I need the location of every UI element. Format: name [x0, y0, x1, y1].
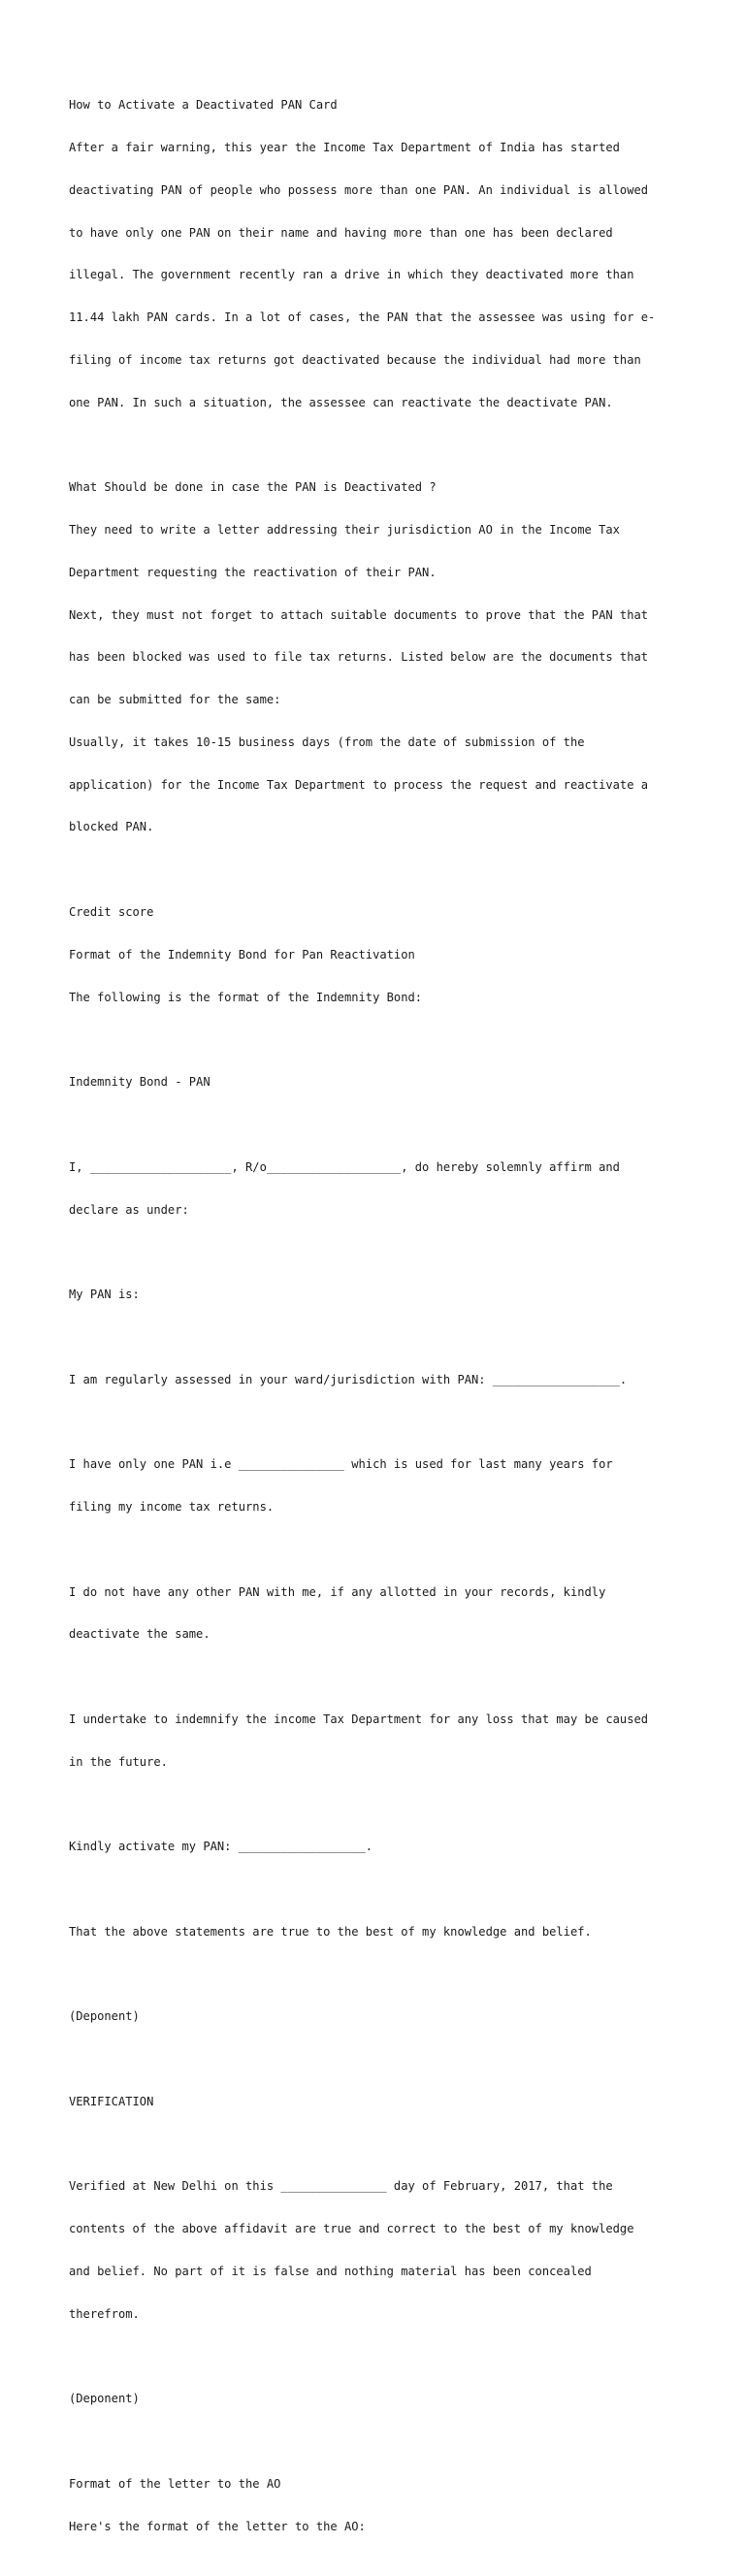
- text-line: therefrom.: [69, 2306, 140, 2321]
- text-line: Here's the format of the letter to the AO:: [69, 2519, 366, 2533]
- text-line: in the future.: [69, 1754, 168, 1769]
- one-pan-paragraph: [69, 1429, 690, 1543]
- deponent-label: [69, 2364, 690, 2434]
- text-line: illegal. The government recently ran a drive in which they deactivated more than: [69, 268, 634, 282]
- text-line: (Deponent): [69, 2009, 140, 2024]
- text-line: has been blocked was used to file tax returns. Listed below are the documents that: [69, 650, 649, 665]
- verification-heading: [69, 2067, 690, 2137]
- bond-title-paragraph: [69, 1047, 690, 1118]
- no-other-pan-paragraph: [69, 1556, 690, 1670]
- deponent-label: [69, 1981, 690, 2052]
- text-line: blocked PAN.: [69, 820, 154, 834]
- text-line: Verified at New Delhi on this _______________ day of February, 2017, that the: [69, 2179, 613, 2194]
- deactivated-steps-paragraph: [69, 452, 690, 863]
- text-line: Usually, it takes 10-15 business days (from the date of submission of the: [69, 734, 585, 749]
- text-line: to have only one PAN on their name and having more than one has been declared: [69, 225, 613, 240]
- text-line: Kindly activate my PAN: __________________.: [69, 1840, 373, 1854]
- text-line: The following is the format of the Indemnity Bond:: [69, 990, 423, 1004]
- text-line: (Deponent): [69, 2392, 140, 2406]
- verification-paragraph: [69, 2151, 690, 2349]
- text-line: I have only one PAN i.e _______________ which is used for last many years for: [69, 1457, 613, 1472]
- text-line: deactivate the same.: [69, 1627, 211, 1642]
- text-line: filing of income tax returns got deactivated because the individual had more than: [69, 352, 641, 367]
- section-heading: Format of the Indemnity Bond for Pan Reactivation: [69, 947, 415, 962]
- text-line: Next, they must not forget to attach suitable documents to prove that the PAN that: [69, 607, 649, 622]
- text-line: can be submitted for the same:: [69, 693, 281, 707]
- text-line: 11.44 lakh PAN cards. In a lot of cases, the PAN that the assessee was using for e-: [69, 310, 656, 325]
- text-line: That the above statements are true to the best of my knowledge and belief.: [69, 1924, 592, 1939]
- text-line: and belief. No part of it is false and nothing material has been concealed: [69, 2265, 592, 2279]
- text-line: They need to write a letter addressing their jurisdiction AO in the Income Tax: [69, 523, 620, 537]
- text-line: I undertake to indemnify the income Tax Department for any loss that may be caused: [69, 1712, 649, 1726]
- statement-true-paragraph: [69, 1897, 690, 1968]
- text-line: I am regularly assessed in your ward/jurisdiction with PAN: __________________.: [69, 1372, 628, 1386]
- intro-paragraph: [69, 70, 690, 438]
- text-line: VERIFICATION: [69, 2094, 154, 2108]
- text-line: filing my income tax returns.: [69, 1499, 275, 1514]
- bond-title: Indemnity Bond - PAN: [69, 1075, 211, 1090]
- indemnify-paragraph: [69, 1684, 690, 1798]
- text-line: Department requesting the reactivation of their PAN.: [69, 565, 437, 579]
- my-pan-paragraph: [69, 1259, 690, 1330]
- text-line: After a fair warning, this year the Income Tax Department of India has started: [69, 140, 620, 154]
- section-heading: What Should be done in case the PAN is Deactivated ?: [69, 480, 437, 495]
- indemnity-format-paragraph: [69, 877, 690, 1033]
- section-heading: Format of the letter to the AO: [69, 2476, 281, 2491]
- activate-request-paragraph: [69, 1811, 690, 1882]
- assessed-paragraph: [69, 1344, 690, 1415]
- document-body: [69, 70, 690, 2576]
- text-line: I, ____________________, R/o___________________, do hereby solemnly affirm and: [69, 1159, 620, 1174]
- text-line: declare as under:: [69, 1202, 189, 1217]
- text-line: application) for the Income Tax Department to process the request and reactivate a: [69, 777, 649, 792]
- text-line: one PAN. In such a situation, the assessee can reactivate the deactivate PAN.: [69, 395, 613, 409]
- text-line: My PAN is:: [69, 1288, 140, 1302]
- text-line: Credit score: [69, 905, 154, 920]
- text-line: I do not have any other PAN with me, if any allotted in your records, kindly: [69, 1584, 606, 1599]
- text-line: contents of the above affidavit are true and correct to the best of my knowledge: [69, 2222, 634, 2236]
- letter-format-paragraph: [69, 2449, 690, 2562]
- document-title: How to Activate a Deactivated PAN Card: [69, 98, 338, 113]
- text-line: deactivating PAN of people who possess more than one PAN. An individual is allowed: [69, 182, 649, 197]
- affirmation-paragraph: [69, 1132, 690, 1246]
